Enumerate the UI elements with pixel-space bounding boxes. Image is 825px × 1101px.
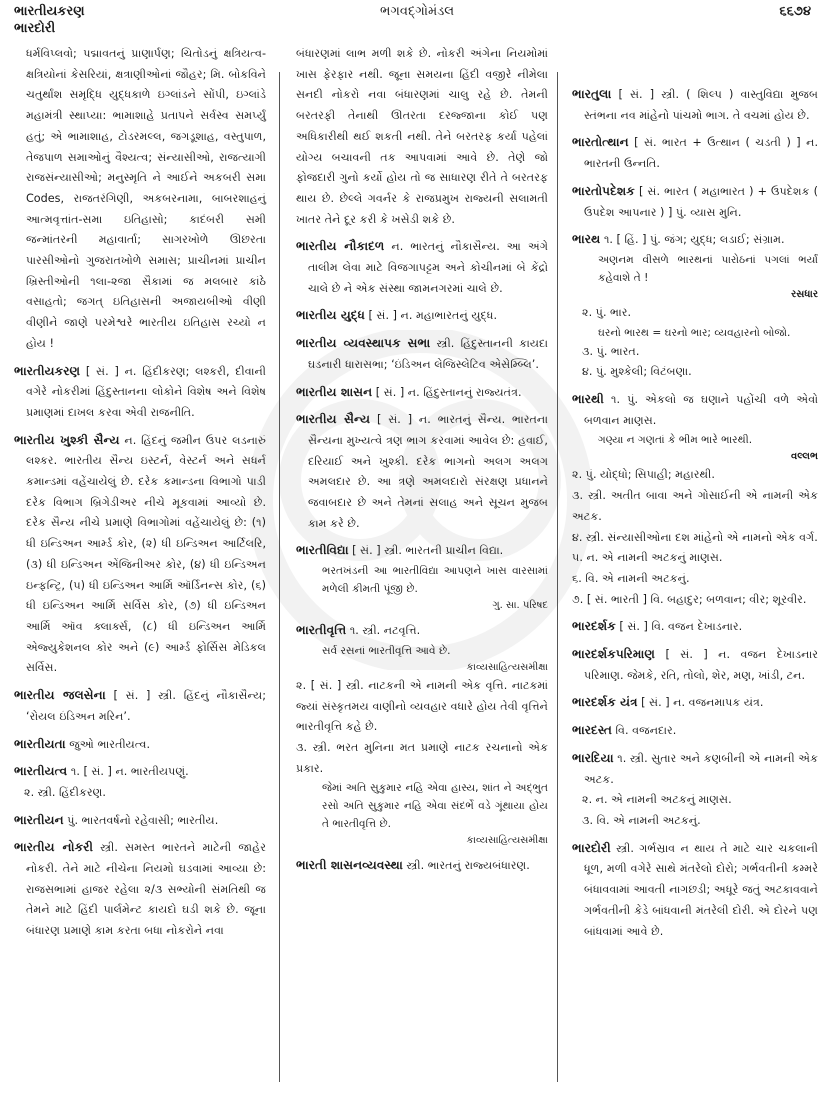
- sense: ૨. પું. ભાર.: [582, 305, 632, 319]
- headword: ભારતીય સૈન્ય: [296, 412, 371, 427]
- sense: ૨. સ્ત્રી. હિંદીકરણ.: [24, 785, 106, 799]
- headword: ભારતીય નોકરી: [14, 840, 93, 855]
- dictionary-entry: [296, 855, 548, 877]
- column-3: [572, 84, 818, 948]
- sense: ૨. [ સં. ] સ્ત્રી. નાટકની એ નામની એક વૃત્તિ. નાટકમાં જ્યાં સંસ્કૃતમય વાણીનો વ્યવહાર વધારે હોય તેવી વૃત્તિને ભારતીવૃત્તિ કહે છે.: [296, 678, 548, 734]
- headword: ભારતીવૃત્તિ: [296, 623, 347, 638]
- dictionary-entry: [572, 748, 818, 832]
- dictionary-entry: [572, 644, 818, 686]
- headword: ભારતીય શાસન: [296, 384, 373, 399]
- dictionary-entry: [14, 761, 266, 803]
- dictionary-entry: [14, 734, 266, 756]
- quote-source: વલ્લભ: [791, 451, 818, 463]
- dictionary-entry: [572, 84, 818, 126]
- definition: જુઓ ભારતીયત્વ.: [69, 737, 151, 751]
- usage-quote: ગણ્યા ન ગણતાં કે ભીમ ભારે ભારથી.: [598, 434, 753, 447]
- sense: ૨. ન. એ નામની અટકનું માણસ.: [582, 793, 732, 807]
- definition: [ સં. ] ન. હિંદીકરણ; લશ્કરી, દીવાની વગેરે નોકરીમાં હિંદુસ્તાનના લોકોને વિશેષ અને વિશેષ પ્રમાણમાં દાખલ કરવા એવી રાજનીતિ.: [26, 364, 266, 419]
- dictionary-entry: [572, 132, 818, 174]
- definition: પું. ભારતવર્ષનો રહેવાસી; ભારતીય.: [67, 813, 219, 827]
- dictionary-entry: [14, 361, 266, 424]
- dictionary-entry: [296, 382, 548, 404]
- definition: [ સં. ] સ્ત્રી. ભારતની પ્રાચીન વિદ્યા.: [352, 544, 504, 558]
- page-number: ૬૬૭૪: [779, 4, 811, 19]
- dictionary-entry: [296, 620, 548, 849]
- quote-source: રસધાર: [791, 288, 818, 300]
- sense: ૫. ન. એ નામની અટકનું માણસ.: [572, 551, 723, 565]
- definition: [ સં. ] ન. વજનમાપક યંત્ર.: [641, 696, 764, 710]
- definition: ૧. [ હિં. ] પું. જંગ; યુદ્ધ; લડાઈ; સંગ્રામ.: [603, 233, 785, 247]
- dictionary-entry: [572, 389, 818, 610]
- definition: [ સં. ] ન. મહાભારતનું યુદ્ધ.: [368, 309, 498, 323]
- headword: ભારતોત્થાન: [572, 135, 629, 150]
- definition: [ સં. ] વિ. વજન દેખાડનાર.: [619, 620, 743, 634]
- quote-source: કાવ્યસાહિત્યસમીક્ષા: [466, 661, 548, 673]
- sense: ૩. વિ. એ નામની અટકનું.: [582, 813, 701, 827]
- sense: ૩. સ્ત્રી. ભરત મુનિના મત પ્રમાણે નાટક રચનાનો એક પ્રકાર.: [296, 740, 548, 775]
- dictionary-entry: [572, 692, 818, 714]
- definition: [ સં. ] ન. ભારતનું સૈન્ય. ભારતના સૈન્યના મુખ્યત્વે ત્રણ ભાગ કરવામાં આવેલ છે: હવાઈ, દરિયાઈ અને ખુશ્કી. દરેક ભાગનો અલગ અલગ અમલદાર છે. આ ત્રણે અમલદારો સંરક્ષણ પ્રધાનને જવાબદાર છે અને તેમનાં સલાહ અને સૂચન મુજબ કામ કરે છે.: [308, 413, 549, 530]
- headword: ભારદોરી: [572, 840, 611, 855]
- definition: વિ. વજનદાર.: [615, 724, 677, 738]
- definition: સ્ત્રી. હિંદુસ્તાનની કાયદા ઘડનારી ધારાસભા; ‘ઇંડિઅન લેજિસ્લેટિવ એસેમ્બ્લિ’.: [308, 337, 548, 371]
- usage-quote: અણનમ વીસળે ભારથનાં પારોઠનાં પગલાં ભર્યાં કહેવાશે તે !: [598, 253, 818, 284]
- sense: ૨. પું. યોદ્ધો; સિપાહી; મહારથી.: [572, 468, 715, 482]
- dictionary-entry: [14, 810, 266, 832]
- headword: ભારતોપદેશક: [572, 183, 635, 198]
- headword: ભારતીયન: [14, 812, 64, 827]
- sense: ૪. પું. મુશ્કેલી; વિટંબણા.: [582, 365, 692, 379]
- definition: ૧. પું. એકલો જ ઘણાને પહોંચી વળે એવો બળવાન માણસ.: [584, 393, 818, 427]
- definition: ૧. [ સં. ] ન. ભારતીયપણું.: [70, 765, 189, 779]
- headword: ભારતીવિદ્યા: [296, 543, 349, 558]
- quote-source: કાવ્યસાહિત્યસમીક્ષા: [466, 835, 548, 847]
- headword: ભારતીય ખુશ્કી સૈન્ય: [14, 432, 120, 447]
- column-2: [296, 44, 548, 883]
- continued-entry: [296, 44, 548, 230]
- dictionary-entry: [296, 409, 548, 534]
- headword: ભારતીય જલસેના: [14, 688, 106, 703]
- continuation-text: ધર્મવિપ્લવો; પદ્માવતનું પ્રાણાર્પણ; ચિતોડનું ક્ષત્રિયત્વ-ક્ષત્રિયોનાં કેસરિયાં, ક્ષત્રાણીઓનાં જૌહર; મિ. બોકવિને ચતુર્થાંશ સમૃદ્ધિ યુદ્ધકાળે ઇગ્લાંડને સોંપી, ઇગ્લાંડે મહામંત્રી સ્થાપ્યા: ભામાશાહે પ્રતાપને સર્વસ્વ સમર્પ્યું હતું; એ ભામાશાહ, ટોડરમલ્લ, જગડૂશાહ, વસ્તુપાળ, તેજપાળ સમાઓનું વૈશ્યત્વ; સંન્યાસીઓ, રાજત્યાગી રાજસંન્યાસીઓ; મનુસ્મૃતિ ને આઈને અકબરી સમા Codes, રાજતરંગિણી, અકબરનામા, બાબરશાહનું આત્મવૃત્તાંત-સમા ઇતિહાસો; કાદંબરી સમી જન્માંતરની મહાવાર્તા; સાગરખોળે ઊછરતા પારસીઓનો ગુજરાતખોળે સમાસ; પ્રાચીનમાં પ્રાચીન ખ્રિસ્તીઓની ૧લા-૨જા સૈકામાં જ મલબાર કાંઠે વસાહતો; જગત્ ઇતિહાસની અજાયબીઓ વીણી વીણીને જાણે પરમેશ્વરે ભારતીય ઇતિહાસ રચ્યો ન હોય !: [26, 47, 266, 350]
- headword: ભારતીય યુદ્ધ: [296, 308, 365, 323]
- definition: સ્ત્રી. સમસ્ત ભારતને માટેની જાહેર નોકરી. તેને માટે નીચેના નિયમો ઘડવામાં આવ્યા છે: રાજસભામાં હાજર રહેલા ૨/૩ સભ્યોની સંમતિથી જ તેમને માટે હિંદી પાર્લમેન્ટ કાયદો ઘડી શકે છે. જૂના બંધારણ પ્રમાણે કામ કરતા બધા નોકરોને નવા: [26, 841, 266, 938]
- dictionary-entry: [572, 838, 818, 943]
- definition: ન. હિંદનું જમીન ઉપર લડનારું લશ્કર. ભારતીય સૈન્ય ઇસ્ટર્ન, વેસ્ટર્ન અને સધર્ન કમાન્ડમાં વહેંચાયેલું છે. દરેક કમાન્ડના વિભાગો પાડી દરેક વિભાગ બ્રિગેડીઅર નીચે મૂકવામાં આવ્યો છે. દરેક સૈન્ય નીચે પ્રમાણે વિભાગોમાં વહેંચાયેલું છે: (૧) ધી ઇન્ડિઅન આર્મ્ડ કોર, (૨) ધી ઇન્ડિઅન આર્ટિલરિ, (૩) ધી ઇન્ડિઅન એંજિનીઅર કોર, (૪) ધી ઇન્ડિઅન ઇન્ફન્ટ્રિ, (૫) ધી ઇન્ડિઅન આર્મિ ઑર્ડિનન્સ કોર, (૬) ધી ઇન્ડિઅન આર્મિ સર્વિસ કોર, (૭) ધી ઇન્ડિઅન આર્મિ ઑવ ક્લાર્ક્સ, (૮) ધી ઇન્ડિઅન આર્મિ એજ્યુકેશનલ કોર અને (૯) આર્મ્ડ ફોર્સિસ મેડિકલ સર્વિસ.: [26, 433, 266, 675]
- dictionary-entry: [572, 720, 818, 742]
- headword: ભારતીય નૌકાદળ: [296, 239, 385, 254]
- continuation-text: બંધારણમાં લાભ મળી શકે છે. નોકરી અંગેના નિયમોમાં ખાસ ફેરફાર નથી. જૂના સમયના હિંદી વજીરે નીમેલા સનદી નોકરો નવા બંધારણમાં ચાલુ રહે છે. તેમની બરતરફી તેનાથી ઊતરતા દરજ્જાના કોઈ પણ અધિકારીથી થઈ શકતી નથી. તેને બરતરફ કર્યા પહેલાં યોગ્ય બચાવની તક આપવામાં આવે છે. તેણે જો ફોજદારી ગુનો કર્યો હોય તો જ સાધારણ રીતે તે બરતરફ થાય છે. છેલ્લે ગવર્નર કે રાજપ્રમુખ રાજ્યની સલામતી ખાતર તેને દૂર કરી કે ખસેડી શકે છે.: [296, 47, 548, 226]
- headword: ભારથી: [572, 392, 604, 407]
- headword: ભારદસ્ત: [572, 723, 612, 738]
- definition: ૧. સ્ત્રી. નટવૃત્તિ.: [349, 624, 421, 638]
- quote-source: ગુ. સા. પરિષદ: [492, 600, 548, 612]
- dictionary-entry: [296, 236, 548, 299]
- headword: ભારથ: [572, 232, 601, 247]
- headword: ભારદિયા: [572, 750, 614, 765]
- continued-entry: [14, 44, 266, 355]
- headword: ભારતીયતા: [14, 736, 66, 751]
- sense: ૩. પું. ભારત.: [582, 344, 640, 358]
- headword: ભારતુલા: [572, 87, 612, 101]
- dictionary-entry: [296, 333, 548, 375]
- column-divider: [279, 72, 280, 1082]
- headword: ભારતીયત્વ: [14, 764, 68, 779]
- usage-quote: ભરતખંડની આ ભારતીવિદ્યા આપણને ખાસ વારસામાં મળેલી કીમતી પૂંજી છે.: [322, 565, 548, 596]
- headword: ભારતીય વ્યવસ્થાપક સભા: [296, 336, 431, 351]
- definition: [ સં. ] સ્ત્રી. હિંદનું નૌકાસૈન્ય; ‘રોયલ ઇંડિઅન મરિન’.: [26, 689, 266, 723]
- definition: [ સં. ભારત + ઉત્થાન ( ચડતી ) ] ન. ભારતની ઉન્નતિ.: [584, 136, 818, 171]
- dictionary-entry: [14, 430, 266, 679]
- column-1: [14, 44, 266, 948]
- column-divider: [557, 72, 558, 1082]
- dictionary-entry: [14, 685, 266, 727]
- guide-word-last: ભારદોરી: [14, 21, 56, 36]
- sense: ૭. [ સં. ભારતી ] વિ. બહાદુર; બળવાન; વીર; શૂરવીર.: [572, 592, 807, 606]
- sense: ૩. સ્ત્રી. અતીત બાવા અને ગોસાઈની એ નામની એક અટક.: [572, 489, 818, 523]
- headword: ભારતી શાસનવ્યવસ્થા: [296, 858, 403, 873]
- dictionary-entry: [572, 616, 818, 638]
- definition: [ સં. ભારત ( મહાભારત ) + ઉપદેશક ( ઉપદેશ આપનાર ) ] પું. વ્યાસ મુનિ.: [584, 184, 818, 219]
- guide-word-first: ભારતીયકરણ: [14, 4, 85, 19]
- dictionary-title: ભગવદ્ગોમંડલ: [380, 4, 455, 19]
- definition: સ્ત્રી. ગર્ભસ્રાવ ન થાય તે માટે ચાર ચકલાની ધૂળ, મળી વગેરે સાથે મંતરેલો દોરો; ગર્ભવતીની કમ્મરે બંધાવવામાં આવતી નાગછડી; અધૂરે જતું અટકાવવાને ગર્ભવતીની કેડે બાંધવાની મંતરેલી દોરી. એ દોરને પણ બાંધવામાં આવે છે.: [584, 841, 818, 938]
- usage-quote: જેમાં અતિ સુકુમાર નહિ એવા હાસ્ય, શાંત ને અદ્ભુત રસો અતિ સુકુમાર નહિ એવા સંદર્ભે વડે ગૂંથાયા હોય તે ભારતીવૃત્તિ છે.: [322, 782, 548, 831]
- definition: ૧. સ્ત્રી. સુતાર અને કણબીની એ નામની એક અટક.: [584, 751, 818, 786]
- headword: ભારતીયકરણ: [14, 363, 81, 378]
- headword: ભારદર્શકપરિમાણ: [572, 647, 656, 662]
- dictionary-entry: [572, 181, 818, 223]
- definition: સ્ત્રી. ભારતનું રાજ્યબંધારણ.: [406, 859, 530, 873]
- dictionary-entry: [14, 837, 266, 942]
- usage-quote: ઘરનો ભારથ = ઘરનો ભાર; વ્યવહારનો બોજો.: [598, 326, 791, 339]
- sense: ૪. સ્ત્રી. સંન્યાસીઓના દશ માંહેનો એ નામનો એક વર્ગ.: [572, 530, 818, 544]
- dictionary-entry: [296, 305, 548, 327]
- dictionary-entry: [296, 540, 548, 614]
- page-header: [0, 0, 825, 40]
- headword: ભારદર્શક યંત્ર: [572, 695, 638, 710]
- definition: [ સં. ] સ્ત્રી. ( શિલ્પ ) વાસ્તુવિદ્યા મુજબ સ્તંભના નવ માંહેનો પાંચમો ભાગ. તે વચમાં હોય છે.: [584, 88, 819, 122]
- guide-words: [14, 3, 85, 37]
- headword: ભારદર્શક: [572, 619, 616, 634]
- dictionary-entry: [572, 229, 818, 383]
- definition: [ સં. ] ન. વજન દેખાડનાર પરિમાણ. જેમકે, રતિ, તોલો, શેર, મણ, ખાંડી, ટન.: [584, 648, 818, 682]
- definition: [ સં. ] ન. હિંદુસ્તાનનું રાજ્યતંત્ર.: [375, 385, 522, 399]
- sense: ૬. વિ. એ નામની અટકનું.: [572, 571, 690, 585]
- usage-quote: સર્વ રસનાં ભારતીવૃત્તિ આવે છે.: [322, 644, 451, 657]
- definition: ન. ભારતનું નૌકાસૈન્ય. આ અંગે તાલીમ લેવા માટે વિજગાપટ્ટમ અને કોચીનમાં બે કેંદ્રો ચાલે છે ને એક સંસ્થા જામનગરમાં ચાલે છે.: [308, 240, 549, 295]
